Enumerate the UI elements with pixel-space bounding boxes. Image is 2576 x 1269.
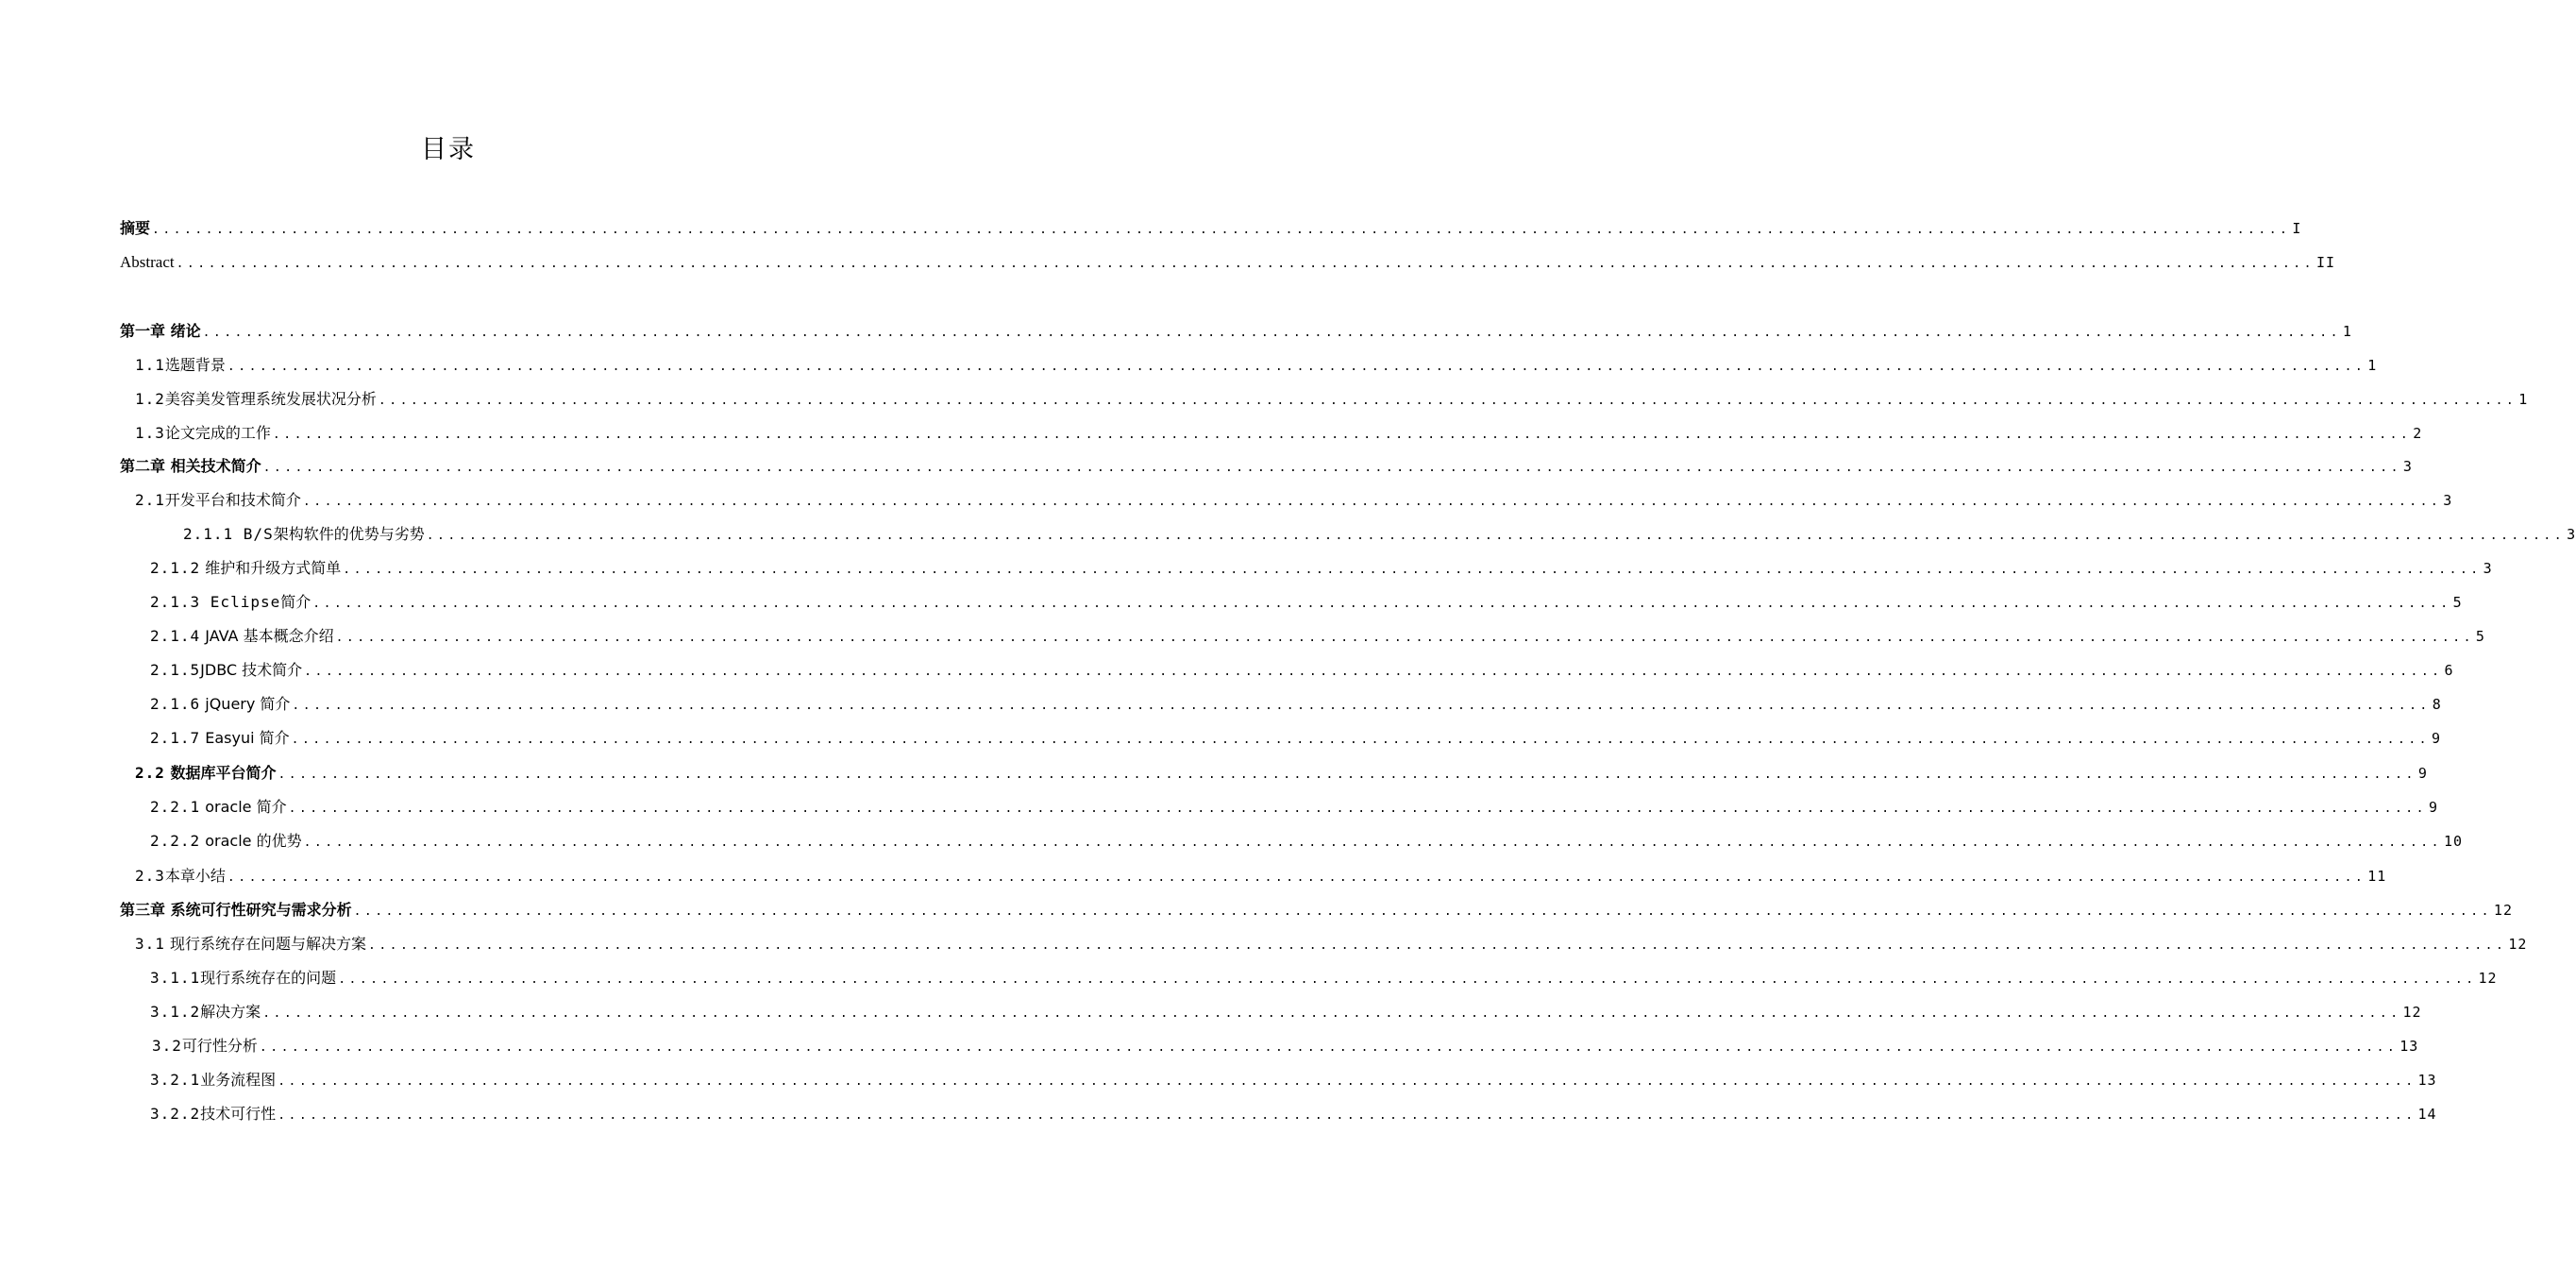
toc-entry-label [150, 558, 341, 579]
toc-entry-label [135, 490, 301, 511]
toc-entry-label [135, 355, 226, 376]
toc-entry-number: 1.1 [135, 356, 165, 374]
toc-entry-page-number: 9 [2417, 765, 2428, 782]
dot-leader: ........................................................................................................................................................................................................ [338, 973, 2477, 987]
toc-entry-page-number: 8 [2432, 696, 2442, 713]
toc-entry-number: 2.1.1 B/S [183, 525, 274, 543]
toc-entry-label [150, 1070, 276, 1091]
toc-entry-text: JDBC 技术简介 [200, 661, 303, 679]
toc-entry-label [120, 321, 201, 342]
toc-entry-page-number: 12 [2478, 970, 2498, 987]
toc-entry-page-number: II [2315, 254, 2335, 271]
toc-entry-text: 可行性分析 [181, 1037, 258, 1055]
dot-leader: ........................................................................................................................................................................................................ [292, 699, 2431, 713]
toc-entry-label [135, 389, 377, 410]
toc-entry[interactable] [150, 1002, 2422, 1024]
toc-entry-text: Easyui 简介 [200, 729, 290, 747]
toc-entry-label [135, 866, 226, 887]
toc-entry-text: 业务流程图 [200, 1071, 277, 1089]
toc-entry[interactable] [120, 900, 2513, 922]
toc-entry-page-number: 10 [2443, 833, 2464, 850]
toc-entry-text: 架构软件的优势与劣势 [273, 525, 425, 543]
toc-entry-number: 2.1.5 [150, 661, 201, 679]
toc-entry-text: 美容美发管理系统发展状况分析 [164, 390, 377, 408]
toc-entry-page-number: 3 [2402, 458, 2413, 475]
toc-entry-number: 2.1.3 Eclipse [150, 593, 281, 611]
toc-entry[interactable] [150, 831, 2464, 854]
toc-entry-page-number: 1 [2342, 323, 2352, 340]
toc-entry-label [135, 763, 276, 784]
toc-entry-page-number: 2 [2413, 425, 2423, 442]
toc-entry-label [120, 900, 352, 921]
toc-entry-text: 第三章 系统可行性研究与需求分析 [120, 901, 352, 919]
dot-leader: ........................................................................................................................................................................................................ [278, 1074, 2416, 1089]
dot-leader: ........................................................................................................................................................................................................ [152, 223, 2291, 237]
toc-entry-text: 数据库平台简介 [164, 764, 277, 782]
toc-entry[interactable] [150, 626, 2485, 649]
dot-leader: ........................................................................................................................................................................................................ [227, 360, 2366, 374]
toc-entry[interactable] [150, 558, 2493, 581]
toc-entry-label [120, 218, 150, 239]
toc-entry[interactable] [120, 456, 2413, 479]
toc-entry-label [120, 252, 175, 273]
toc-entry[interactable] [183, 524, 2576, 547]
toc-entry[interactable] [150, 1070, 2437, 1092]
toc-entry-page-number: 11 [2367, 868, 2387, 885]
toc-entry-text: JAVA 基本概念介绍 [200, 627, 334, 645]
toc-entry-page-number: 6 [2444, 662, 2454, 679]
toc-entry-page-number: I [2292, 220, 2302, 237]
toc-entry[interactable] [150, 694, 2442, 717]
toc-entry-number: 3.2.1 [150, 1071, 201, 1089]
toc-entry-label [150, 592, 311, 613]
toc-entry-label [135, 934, 366, 955]
toc-entry-label [135, 423, 271, 444]
toc-entry-text: 本章小结 [164, 867, 226, 885]
toc-entry-number: 3.1 [135, 935, 165, 953]
toc-entry-label [150, 968, 336, 989]
toc-entry-text: 现行系统存在的问题 [200, 969, 337, 987]
dot-leader: ........................................................................................................................................................................................................ [302, 495, 2442, 509]
toc-entry[interactable] [150, 968, 2498, 990]
dot-leader: ........................................................................................................................................................................................................ [291, 733, 2430, 747]
dot-leader: ........................................................................................................................................................................................................ [278, 768, 2416, 782]
toc-entry[interactable] [150, 660, 2454, 683]
toc-entry-number: 2.1 [135, 491, 165, 509]
toc-entry-text: 开发平台和技术简介 [164, 491, 301, 509]
toc-entry[interactable] [135, 866, 2387, 888]
toc-entry-number: 2.2.2 [150, 832, 201, 850]
dot-leader: ........................................................................................................................................................................................................ [304, 665, 2443, 679]
toc-entry-label [150, 626, 334, 647]
dot-leader: ........................................................................................................................................................................................................ [278, 1108, 2416, 1123]
toc-entry-label [183, 524, 425, 545]
toc-entry-number: 3.1.2 [150, 1003, 201, 1021]
toc-entry-text: 解决方案 [200, 1003, 261, 1021]
toc-entry-page-number: 5 [2475, 628, 2485, 645]
toc-entry-text: 技术可行性 [200, 1105, 277, 1123]
toc-entry-page-number: 12 [2493, 902, 2513, 919]
dot-leader: ........................................................................................................................................................................................................ [227, 871, 2366, 885]
toc-entry[interactable] [135, 355, 2378, 378]
toc-entry-number: 2.1.6 [150, 695, 201, 713]
toc-entry-page-number: 12 [2508, 936, 2528, 953]
dot-leader: ........................................................................................................................................................................................................ [353, 905, 2492, 919]
toc-entry-text: 现行系统存在问题与解决方案 [164, 935, 366, 953]
dot-leader: ........................................................................................................................................................................................................ [368, 939, 2507, 953]
toc-entry-page-number: 9 [2432, 730, 2442, 747]
toc-entry[interactable] [150, 728, 2442, 751]
toc-entry-page-number: 12 [2402, 1004, 2422, 1021]
toc-entry-text: jQuery 简介 [200, 695, 291, 713]
toc-entry[interactable] [150, 1104, 2437, 1126]
toc-entry-page-number: 1 [2518, 391, 2529, 408]
toc-entry[interactable] [135, 763, 2428, 786]
toc-entry-text: Abstract [120, 253, 175, 271]
toc-entry-text: 选题背景 [164, 356, 226, 374]
toc-entry-number: 2.2 [135, 764, 165, 782]
toc-entry-label [150, 831, 302, 852]
toc-entry[interactable] [120, 218, 2302, 241]
toc-entry-text: oracle 的优势 [200, 832, 302, 850]
toc-entry[interactable] [135, 934, 2528, 956]
toc-entry-text: 第二章 相关技术简介 [120, 457, 261, 475]
toc-entry-number: 2.1.2 [150, 559, 201, 577]
toc-entry[interactable] [120, 252, 2335, 275]
toc-entry[interactable] [150, 797, 2438, 820]
toc-entry[interactable] [135, 389, 2529, 412]
toc-entry-number: 2.1.4 [150, 627, 201, 645]
toc-entry-number: 1.2 [135, 390, 165, 408]
toc-entry[interactable] [152, 1036, 2419, 1058]
toc-entry-label [150, 1104, 276, 1125]
toc-entry-page-number: 1 [2367, 357, 2378, 374]
toc-entry-label [150, 728, 290, 749]
dot-leader: ........................................................................................................................................................................................................ [202, 326, 2341, 340]
dot-leader: ........................................................................................................................................................................................................ [262, 1007, 2401, 1021]
toc-entry-label [150, 694, 290, 715]
toc-entry-label [150, 797, 287, 818]
toc-entry-page-number: 13 [2417, 1072, 2437, 1089]
dot-leader: ........................................................................................................................................................................................................ [303, 836, 2442, 850]
page-title: 目录 [421, 135, 476, 164]
toc-entry-number: 3.2.2 [150, 1105, 201, 1123]
toc-entry-label [152, 1036, 258, 1057]
toc-entry-page-number: 14 [2417, 1106, 2437, 1123]
toc-entry[interactable] [135, 423, 2423, 446]
toc-entry-label [150, 1002, 261, 1023]
toc-entry[interactable] [120, 321, 2352, 344]
dot-leader: ........................................................................................................................................................................................................ [288, 802, 2427, 816]
toc-entry-text: 维护和升级方式简单 [200, 559, 342, 577]
toc-entry-label [150, 660, 302, 681]
toc-entry-number: 2.1.7 [150, 729, 201, 747]
toc-entry-page-number: 9 [2428, 799, 2438, 816]
toc-entry-page-number: 3 [2567, 526, 2576, 543]
toc-entry-page-number: 5 [2452, 594, 2463, 611]
toc-entry-page-number: 13 [2399, 1038, 2419, 1055]
dot-leader: ........................................................................................................................................................................................................ [312, 597, 2451, 611]
toc-entry-page-number: 3 [2483, 560, 2493, 577]
toc-entry-text: 摘要 [120, 219, 151, 237]
dot-leader: ........................................................................................................................................................................................................ [176, 257, 2315, 271]
toc-entry-text: oracle 简介 [200, 798, 287, 816]
dot-leader: ........................................................................................................................................................................................................ [426, 529, 2566, 543]
toc-entry-number: 3.1.1 [150, 969, 201, 987]
dot-leader: ........................................................................................................................................................................................................ [262, 461, 2401, 475]
dot-leader: ........................................................................................................................................................................................................ [259, 1041, 2399, 1055]
toc-entry[interactable] [135, 490, 2453, 513]
dot-leader: ........................................................................................................................................................................................................ [335, 631, 2474, 645]
toc-entry-page-number: 3 [2443, 492, 2453, 509]
dot-leader: ........................................................................................................................................................................................................ [378, 394, 2517, 408]
toc-entry-number: 2.3 [135, 867, 165, 885]
dot-leader: ........................................................................................................................................................................................................ [272, 428, 2412, 442]
toc-entry-number: 2.2.1 [150, 798, 201, 816]
toc-entry-text: 第一章 绪论 [120, 322, 201, 340]
toc-entry-text: 简介 [280, 593, 311, 611]
toc-entry-text: 论文完成的工作 [164, 424, 271, 442]
toc-entry-number: 1.3 [135, 424, 165, 442]
dot-leader: ........................................................................................................................................................................................................ [343, 563, 2482, 577]
toc-entry[interactable] [150, 592, 2463, 615]
toc-entry-number: 3.2 [152, 1037, 182, 1055]
toc-entry-label [120, 456, 261, 477]
